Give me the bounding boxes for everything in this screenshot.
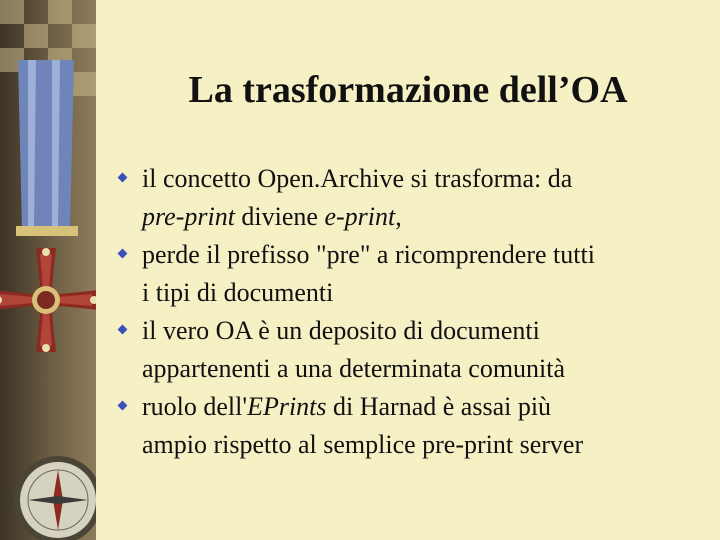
ribbon-icon <box>16 60 78 236</box>
text-segment: di Harnad è assai più <box>326 392 552 421</box>
decorative-medal-strip <box>0 0 96 540</box>
bullet-item <box>116 312 708 388</box>
bullet-item <box>116 160 708 236</box>
bullet-diamond-icon <box>118 249 128 259</box>
italic-term: EPrints <box>247 392 327 421</box>
text-segment: ruolo dell' <box>142 392 248 421</box>
bullet-item <box>116 236 708 312</box>
bullet-diamond-icon <box>118 173 128 183</box>
bullet-line <box>142 388 708 426</box>
text-segment: , <box>395 202 402 231</box>
slide-title: La trasformazione dell’OA <box>188 69 628 111</box>
bullet-diamond-icon <box>118 401 128 411</box>
bullet-diamond-icon <box>118 325 128 335</box>
compass-icon <box>14 456 96 540</box>
bullet-line: i tipi di documenti <box>142 278 334 307</box>
italic-term: e-print <box>324 202 396 231</box>
bullet-line: il vero OA è un deposito di documenti <box>142 316 540 345</box>
italic-term: pre-print <box>142 202 235 231</box>
bullet-line: ampio rispetto al semplice pre-print server <box>142 430 584 459</box>
bullet-line <box>142 198 708 236</box>
medal-cross-icon <box>0 248 96 352</box>
bullet-line: perde il prefisso "pre" a ricomprendere tutti <box>142 240 595 269</box>
bullet-item <box>116 388 708 464</box>
bullet-line: appartenenti a una determinata comunità <box>142 354 566 383</box>
bullet-list <box>116 160 708 464</box>
text-segment: diviene <box>234 202 325 231</box>
bullet-line: il concetto Open.Archive si trasforma: da <box>142 164 573 193</box>
